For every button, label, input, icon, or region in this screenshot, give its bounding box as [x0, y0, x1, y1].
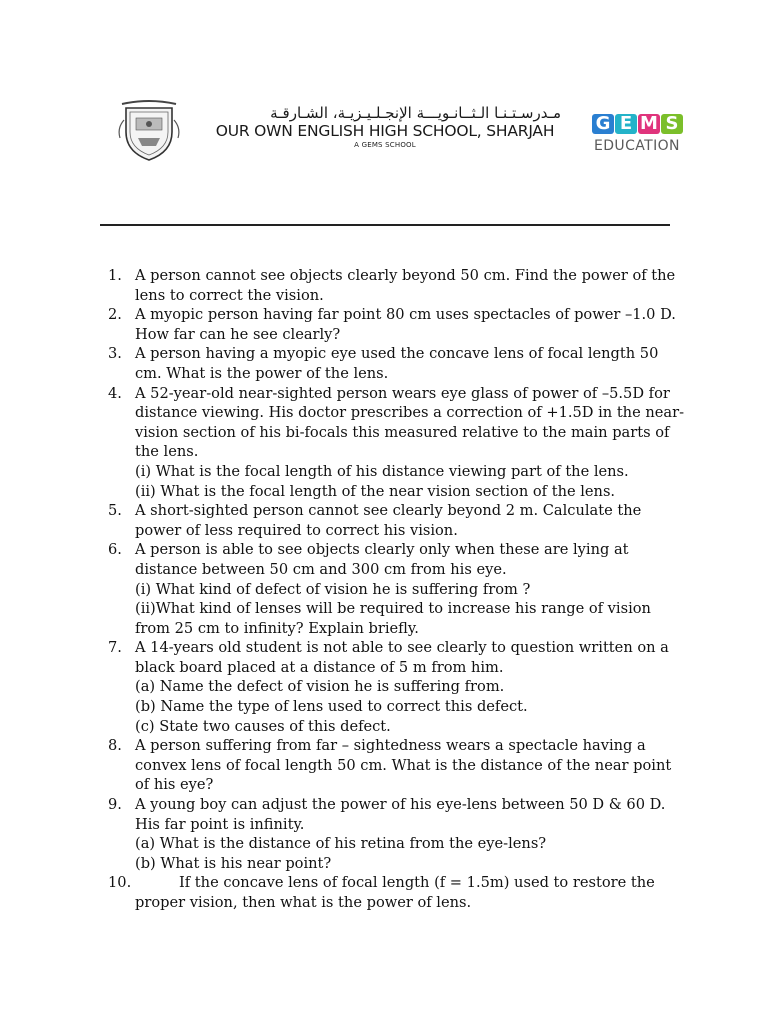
question-number: 2. [108, 306, 122, 324]
question-line: cm. What is the power of the lens. [135, 364, 389, 382]
question-line: proper vision, then what is the power of lens. [135, 894, 472, 911]
question-item [108, 344, 678, 383]
question-number: 5. [108, 502, 122, 520]
question-text [135, 305, 678, 344]
question-number: 9. [108, 796, 122, 814]
question-line: black board placed at a distance of 5 m from him. [135, 658, 504, 676]
question-line: convex lens of focal length 50 cm. What is the distance of the near point [135, 756, 672, 774]
question-line: A person having a myopic eye used the concave lens of focal length 50 [135, 345, 659, 363]
question-item [108, 501, 678, 540]
question-line: (a) Name the defect of vision he is suffering from. [135, 678, 505, 696]
question-item [108, 266, 678, 305]
question-line: the lens. [135, 443, 199, 461]
question-line: (a) What is the distance of his retina from the eye-lens? [135, 835, 547, 853]
question-item [108, 638, 678, 736]
question-line: A 14-years old student is not able to see clearly to question written on a [135, 639, 669, 657]
question-line: His far point is infinity. [135, 815, 305, 833]
question-number: 10. [108, 874, 132, 892]
question-text [135, 795, 678, 873]
question-line: A 52-year-old near-sighted person wears eye glass of power of –5.5D for [135, 384, 670, 402]
school-tagline: A GEMS SCHOOL [354, 141, 416, 149]
education-label: EDUCATION [594, 138, 680, 154]
question-text [135, 501, 678, 540]
question-item [108, 736, 678, 795]
question-text [135, 638, 678, 736]
question-number: 1. [108, 267, 122, 284]
question-text [135, 540, 678, 638]
school-crest-logo [116, 98, 182, 164]
question-text [135, 384, 684, 502]
question-text [135, 266, 678, 305]
question-item [108, 873, 678, 912]
school-name-block [205, 104, 565, 150]
gems-logo-letter: E [615, 114, 637, 134]
question-item [108, 540, 678, 638]
question-number: 4. [108, 384, 122, 402]
question-text [135, 736, 678, 795]
question-line-text: If the concave lens of focal length (f = 1.5m) used to restore the [179, 874, 655, 892]
gems-logo-letter: G [592, 114, 614, 134]
question-line [135, 873, 678, 893]
question-item [108, 795, 678, 873]
gems-logo-wordmark [592, 114, 692, 136]
question-line: A myopic person having far point 80 cm uses spectacles of power –1.0 D. [135, 306, 676, 324]
gems-logo-letter: S [661, 114, 683, 134]
question-line: lens to correct the vision. [135, 286, 324, 304]
school-name-arabic: مـدرسـتـنـا الـثــانـويـــة الإنجـلـيـزيـة، الشـارقـة [270, 104, 561, 122]
school-name-english: OUR OWN ENGLISH HIGH SCHOOL, SHARJAH [215, 122, 555, 140]
question-line: (c) State two causes of this defect. [135, 717, 391, 735]
question-line: of his eye? [135, 776, 214, 794]
question-line: (i) What kind of defect of vision he is suffering from ? [135, 580, 531, 598]
question-number: 6. [108, 541, 122, 559]
question-line: power of less required to correct his vision. [135, 521, 458, 539]
question-number: 7. [108, 639, 122, 657]
question-item [108, 305, 678, 344]
question-line: A person suffering from far – sightedness wears a spectacle having a [135, 737, 646, 755]
question-line: distance viewing. His doctor prescribes a correction of +1.5D in the near- [135, 404, 685, 422]
question-line: vision section of his bi-focals this measured relative to the main parts of [135, 423, 670, 441]
question-line: (i) What is the focal length of his distance viewing part of the lens. [135, 462, 629, 480]
question-line: (ii) What is the focal length of the near vision section of the lens. [135, 482, 616, 500]
gems-education-logo [592, 114, 692, 156]
question-item [108, 384, 685, 502]
question-line: (b) Name the type of lens used to correct this defect. [135, 698, 528, 716]
question-number: 3. [108, 345, 122, 363]
gems-logo-letter: M [638, 114, 660, 134]
question-line: (ii)What kind of lenses will be required to increase his range of vision [135, 600, 651, 618]
question-line: from 25 cm to infinity? Explain briefly. [135, 619, 419, 637]
question-line: A young boy can adjust the power of his eye-lens between 50 D & 60 D. [135, 796, 666, 814]
question-text [135, 344, 678, 383]
question-line: A person is able to see objects clearly only when these are lying at [135, 541, 629, 559]
question-line: (b) What is his near point? [135, 854, 332, 872]
question-line: A person cannot see objects clearly beyond 50 cm. Find the power of the [135, 267, 676, 284]
question-text [135, 873, 678, 912]
header-divider [100, 224, 670, 226]
question-number: 8. [108, 737, 122, 755]
question-line: How far can he see clearly? [135, 325, 341, 343]
question-line: distance between 50 cm and 300 cm from his eye. [135, 560, 507, 578]
question-line: A short-sighted person cannot see clearly beyond 2 m. Calculate the [135, 502, 642, 520]
letterhead [0, 0, 768, 180]
question-list [108, 266, 685, 913]
